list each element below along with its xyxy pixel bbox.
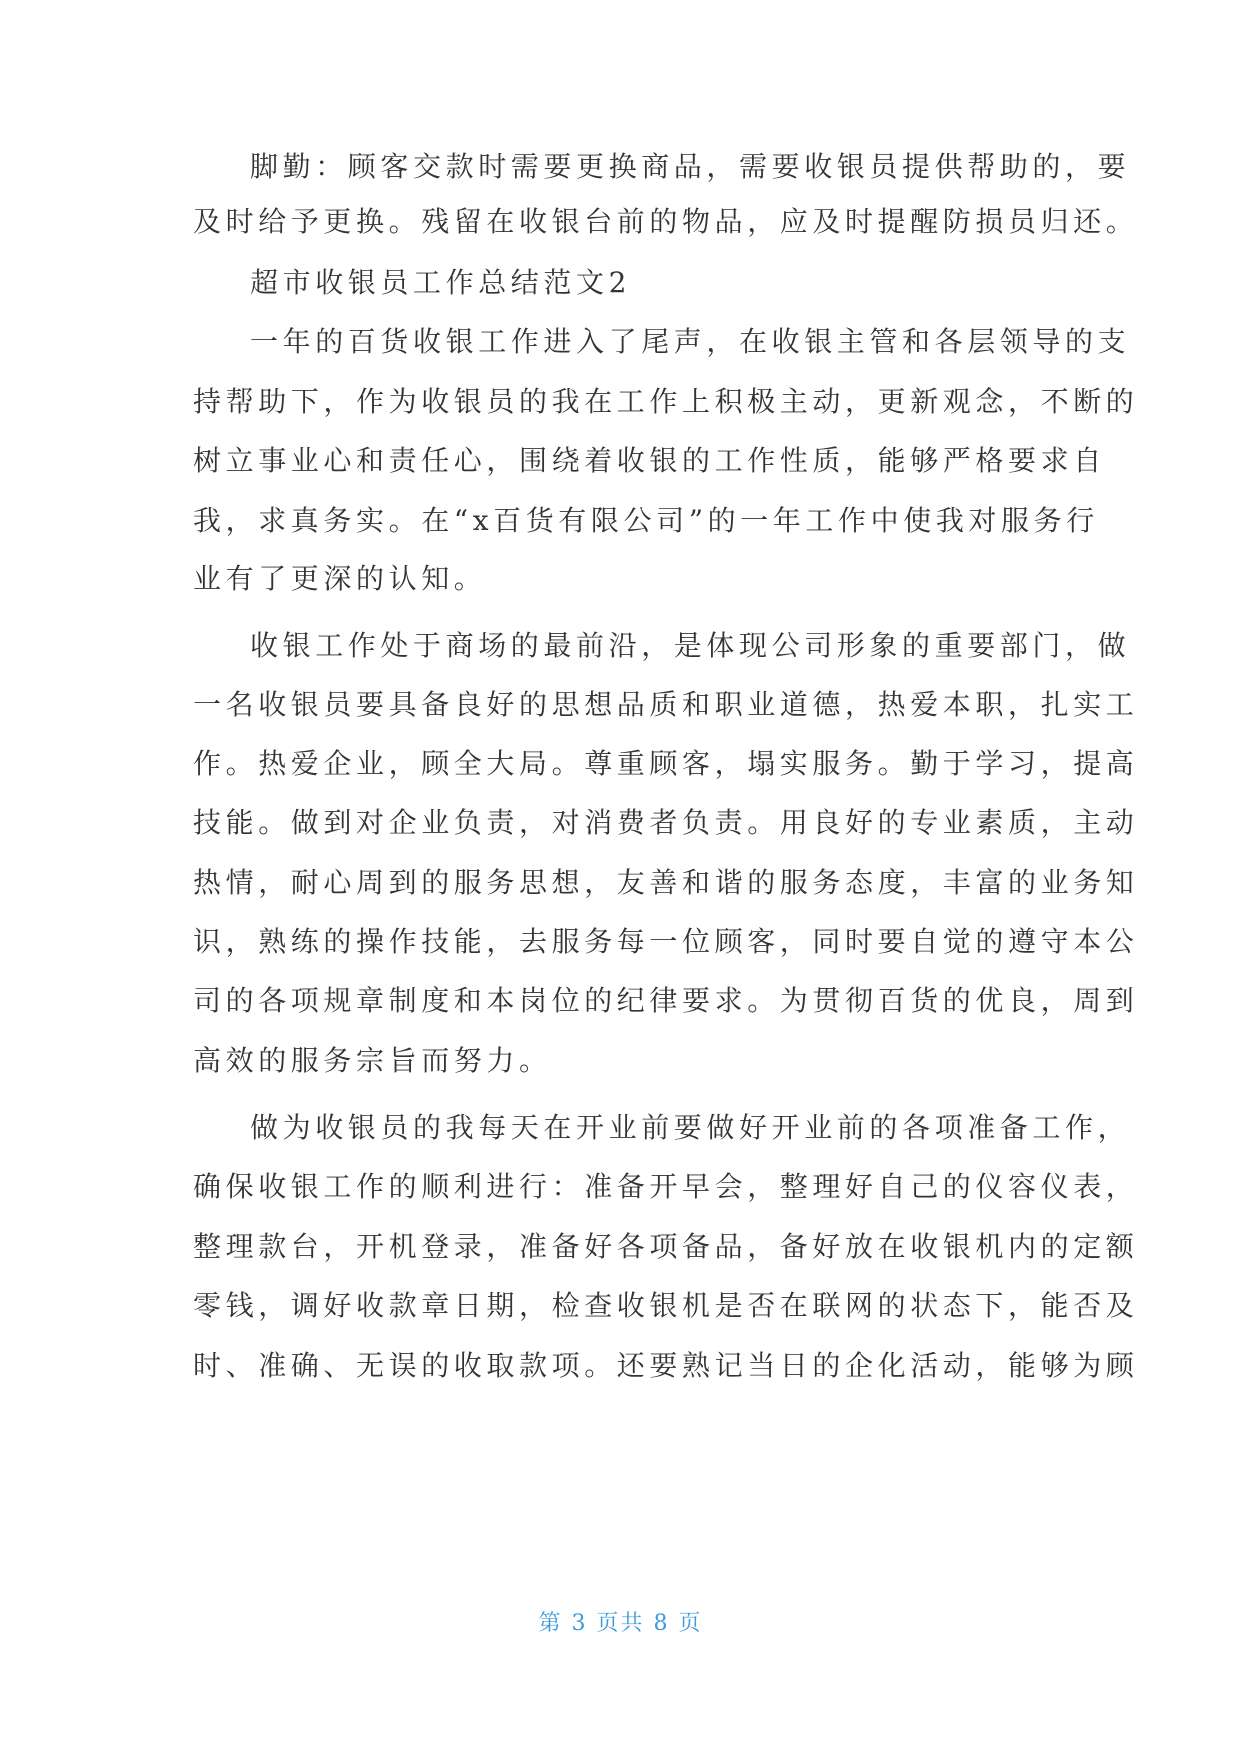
text-line: 识，熟练的操作技能，去服务每一位顾客，同时要自觉的遵守本公 — [193, 925, 1139, 958]
text-line: 整理款台，开机登录，准备好各项备品，备好放在收银机内的定额 — [193, 1230, 1139, 1263]
text-line: 业有了更深的认知。 — [193, 562, 487, 595]
text-line: 零钱，调好收款章日期，检查收银机是否在联网的状态下，能否及 — [193, 1289, 1139, 1322]
text-line: 做为收银员的我每天在开业前要做好开业前的各项准备工作， — [250, 1111, 1131, 1144]
section-title: 超市收银员工作总结范文2 — [250, 266, 632, 299]
page-number-footer: 第 3 页共 8 页 — [538, 1611, 703, 1636]
text-line: 作。热爱企业，顾全大局。尊重顾客，塌实服务。勤于学习，提高 — [193, 747, 1139, 780]
text-line: 司的各项规章制度和本岗位的纪律要求。为贯彻百货的优良，周到 — [193, 984, 1139, 1017]
text-line: 及时给予更换。残留在收银台前的物品，应及时提醒防损员归还。 — [193, 205, 1139, 238]
text-line: 技能。做到对企业负责，对消费者负责。用良好的专业素质，主动 — [193, 806, 1139, 839]
text-line: 脚勤：顾客交款时需要更换商品，需要收银员提供帮助的，要 — [250, 150, 1131, 183]
text-line: 一名收银员要具备良好的思想品质和职业道德，热爱本职，扎实工 — [193, 688, 1139, 721]
text-line: 持帮助下，作为收银员的我在工作上积极主动，更新观念，不断的 — [193, 385, 1139, 418]
text-line: 一年的百货收银工作进入了尾声，在收银主管和各层领导的支 — [250, 325, 1131, 358]
text-line: 树立事业心和责任心，围绕着收银的工作性质，能够严格要求自 — [193, 444, 1106, 477]
text-line: 高效的服务宗旨而努力。 — [193, 1044, 552, 1077]
text-line: 收银工作处于商场的最前沿，是体现公司形象的重要部门，做 — [250, 629, 1131, 662]
text-line: 时、准确、无误的收取款项。还要熟记当日的企化活动，能够为顾 — [193, 1349, 1139, 1382]
text-line: 确保收银工作的顺利进行：准备开早会，整理好自己的仪容仪表， — [193, 1170, 1139, 1203]
text-line: 我，求真务实。在“x百货有限公司”的一年工作中使我对服务行 — [193, 504, 1099, 537]
text-line: 热情，耐心周到的服务思想，友善和谐的服务态度，丰富的业务知 — [193, 866, 1139, 899]
